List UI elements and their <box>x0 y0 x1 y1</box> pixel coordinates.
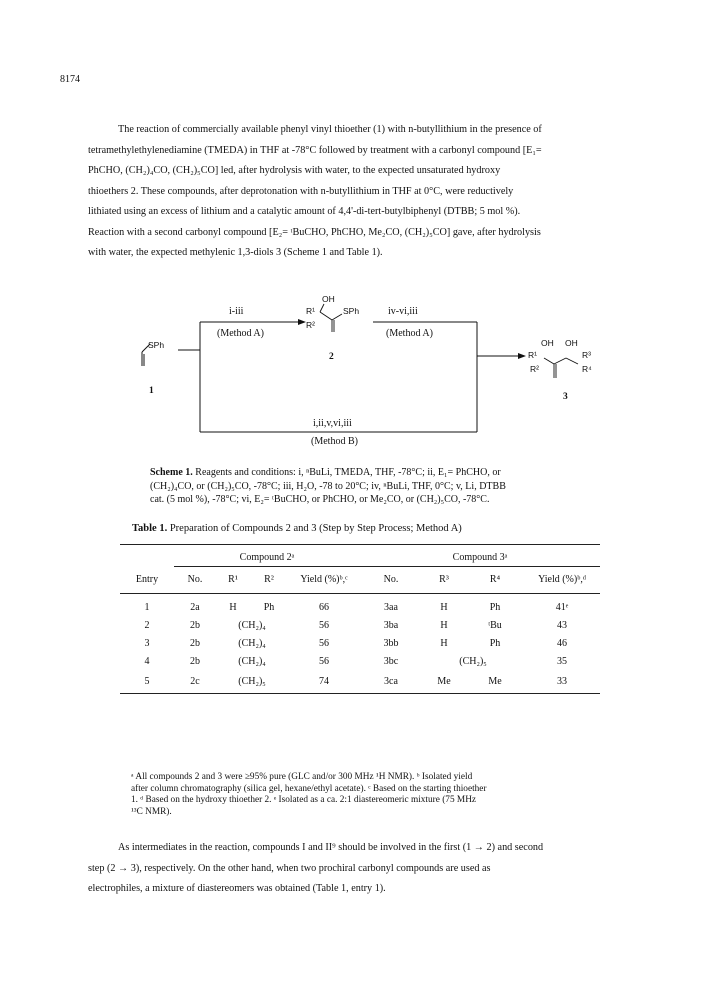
table-group-header <box>120 548 600 567</box>
r4-cell: Ph <box>489 602 501 613</box>
footnote-line: ᵃ All compounds 2 and 3 were ≥95% pure (GLC and/or 300 MHz ¹H NMR). ᵇ Isolated yield <box>131 772 473 782</box>
oh-label: OH <box>322 294 335 304</box>
table-row <box>120 653 600 671</box>
compound-2-no: 2b <box>190 638 200 649</box>
compound-3-label: 3 <box>563 392 568 402</box>
r4-cell: Ph <box>489 638 501 649</box>
text-line: step (2 → 3), respectively. On the other hand, when two prochiral carbonyl compounds are used as <box>88 862 491 874</box>
entry-cell: 1 <box>144 602 150 613</box>
compound-1-label: 1 <box>149 386 154 396</box>
entry-cell: 3 <box>144 638 150 649</box>
yield-2-cell: 56 <box>319 638 329 649</box>
reagent-label: i-iii <box>229 306 244 317</box>
scheme-caption <box>150 466 620 507</box>
column-header: No. <box>187 574 203 586</box>
r2-cell: Ph <box>263 602 275 613</box>
text-line: electrophiles, a mixture of diastereomers was obtained (Table 1, entry 1). <box>88 883 386 894</box>
column-header: Yield (%)ᵇ,ᵈ <box>538 574 586 586</box>
table-row <box>120 617 600 635</box>
column-header: R⁴ <box>489 574 501 586</box>
column-header: R² <box>264 574 274 586</box>
compound-2-no: 2b <box>190 620 200 631</box>
r1-r2-cell: (CH₂)₄ <box>238 638 266 649</box>
oh-label: OH <box>565 338 578 348</box>
footnote-line: 1. ᵈ Based on the hydroxy thioether 2. ᵉ Isolated as a ca. 2:1 diastereomeric mixture (75 MHz <box>131 795 477 805</box>
column-header: R³ <box>439 574 449 586</box>
compound-2-no: 2c <box>190 676 200 687</box>
r3-label: R³ <box>582 350 591 360</box>
scheme-drawing <box>120 282 620 452</box>
table-title <box>132 523 462 534</box>
r1-r2-cell: (CH₂)₄ <box>238 620 266 631</box>
text-line: As intermediates in the reaction, compounds I and II⁹ should be involved in the first (1 → 2) and second <box>118 842 544 853</box>
entry-cell: 5 <box>144 676 150 687</box>
footnote-line: ¹³C NMR). <box>131 806 172 817</box>
r3-cell: H <box>440 602 448 613</box>
footnote-line: after column chromatography (silica gel, hexane/ethyl acetate). ᶜ Based on the starting thioether <box>131 783 487 794</box>
r1-r2-cell: (CH₂)₅ <box>238 676 266 687</box>
method-label: (Method B) <box>311 436 358 447</box>
compound-3-no: 3bb <box>383 638 399 649</box>
yield-3-cell: 43 <box>557 620 567 631</box>
group-header-compound-2: Compound 2ᵃ <box>174 548 360 567</box>
r4-label: R⁴ <box>582 364 592 374</box>
yield-2-cell: 74 <box>319 676 329 687</box>
column-header: R¹ <box>228 574 238 586</box>
closing-paragraph <box>88 838 654 900</box>
r2-label: R² <box>530 364 539 374</box>
r3-cell: H <box>440 638 448 649</box>
table-header-row <box>120 567 600 594</box>
compound-2-no: 2b <box>190 656 200 667</box>
yield-3-cell: 46 <box>557 638 567 649</box>
column-header: No. <box>383 574 399 586</box>
column-header: Yield (%)ᵇ,ᶜ <box>300 574 348 586</box>
group-header-compound-3: Compound 3ᵃ <box>360 548 600 567</box>
caption-line: (CH₂)₄CO, or (CH₂)₅CO, -78°C; iii, H₂O, -78 to 20°C; iv, ⁿBuLi, THF, 0°C; v, Li, DTBB <box>150 480 506 492</box>
r1-label: R¹ <box>528 350 537 360</box>
table-title-text: Preparation of Compounds 2 and 3 (Step by Step Process; Method A) <box>169 523 462 534</box>
r4-cell: Me <box>488 676 502 687</box>
yield-3-cell: 35 <box>557 656 567 667</box>
compound-3-structure <box>528 338 592 402</box>
compound-1-structure <box>142 340 164 396</box>
table-label: Table 1. <box>132 523 168 534</box>
text-line: thioethers 2. These compounds, after deprotonation with n-butyllithium in THF at 0°C, were reductively <box>88 185 514 197</box>
caption-line: Reagents and conditions: i, ⁿBuLi, TMEDA, THF, -78°C; ii, E₁= PhCHO, or <box>195 467 501 478</box>
compound-3-no: 3ca <box>384 676 398 687</box>
entry-cell: 4 <box>144 656 150 667</box>
r4-cell: ᵗBu <box>488 620 502 631</box>
yield-2-cell: 66 <box>319 602 329 613</box>
yield-2-cell: 56 <box>319 620 329 631</box>
scheme-label: Scheme 1. <box>150 467 193 478</box>
compound-3-no: 3bc <box>383 656 399 667</box>
compound-2-structure <box>306 294 359 362</box>
compound-2-no: 2a <box>190 602 200 613</box>
text-line: The reaction of commercially available phenyl vinyl thioether (1) with n-butyllithium in the presence of <box>118 124 542 135</box>
r3-r4-cell: (CH₂)₅ <box>459 656 487 667</box>
r1-label: R¹ <box>306 306 315 316</box>
text-line: tetramethylethylenediamine (TMEDA) in THF at -78°C followed by treatment with a carbonyl compound [E₁= <box>88 144 542 156</box>
compound-3-no: 3aa <box>384 602 398 613</box>
sph-label: SPh <box>343 306 360 316</box>
entry-cell: 2 <box>144 620 150 631</box>
yield-3-cell: 33 <box>557 676 567 687</box>
results-table <box>120 544 600 694</box>
compound-3-no: 3ba <box>383 620 399 631</box>
reaction-scheme <box>120 282 620 452</box>
compound-2-label: 2 <box>329 352 334 362</box>
table-row <box>120 599 600 617</box>
table-row <box>120 671 600 694</box>
table-row <box>120 635 600 653</box>
reagent-label: iv-vi,iii <box>388 306 418 317</box>
r3-cell: Me <box>437 676 451 687</box>
sph-label: SPh <box>148 340 165 350</box>
r2-label: R² <box>306 320 315 330</box>
yield-2-cell: 56 <box>319 656 329 667</box>
oh-label: OH <box>541 338 554 348</box>
text-line: PhCHO, (CH₂)₄CO, (CH₂)₅CO] led, after hydrolysis with water, to the expected unsaturated hydroxy <box>88 165 501 176</box>
intro-paragraph <box>88 120 654 264</box>
method-label: (Method A) <box>217 328 264 339</box>
column-header: Entry <box>135 574 159 585</box>
text-line: with water, the expected methylenic 1,3-diols 3 (Scheme 1 and Table 1). <box>88 247 383 258</box>
reagent-label: i,ii,v,vi,iii <box>313 418 352 429</box>
r3-cell: H <box>440 620 448 631</box>
page-number: 8174 <box>60 74 80 85</box>
text-line: Reaction with a second carbonyl compound [E₂= ᵗBuCHO, PhCHO, Me₂CO, (CH₂)₅CO] gave, after hydrolysis <box>88 226 541 238</box>
text-line: lithiated using an excess of lithium and a catalytic amount of 4,4'-di-tert-butylbiphenyl (DTBB; 5 mol %). <box>88 206 521 217</box>
yield-3-cell: 41ᵉ <box>555 602 569 613</box>
r1-cell: H <box>229 602 237 613</box>
method-label: (Method A) <box>386 328 433 339</box>
table-footnotes <box>131 772 611 818</box>
r1-r2-cell: (CH₂)₄ <box>238 656 266 667</box>
caption-line: cat. (5 mol %), -78°C; vi, E₂= ᵗBuCHO, or PhCHO, or Me₂CO, or (CH₂)₅CO, -78°C. <box>150 494 490 505</box>
